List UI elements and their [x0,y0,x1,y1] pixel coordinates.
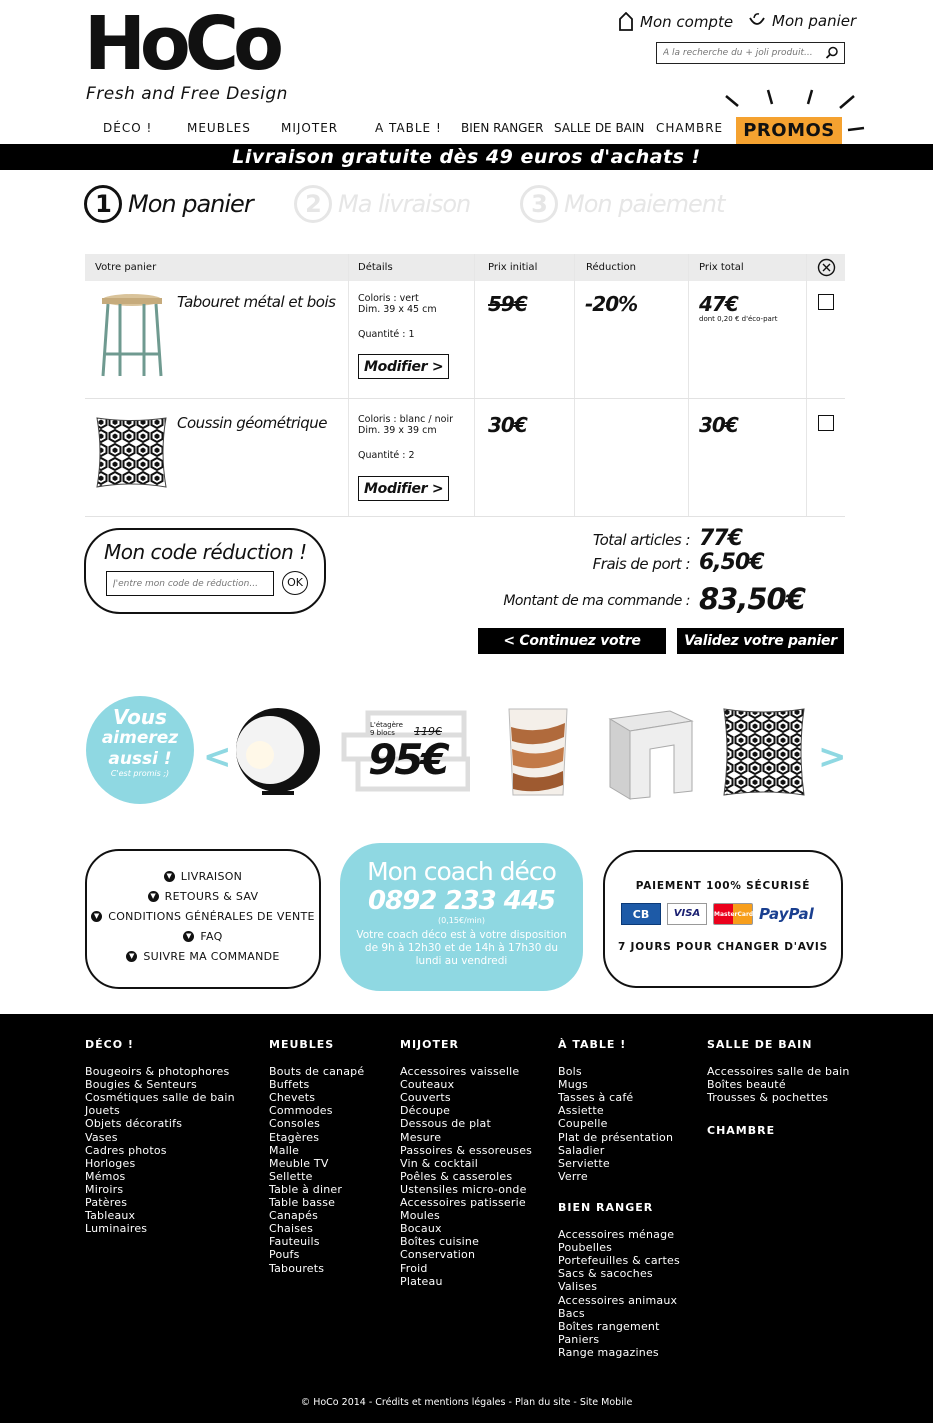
paypal-icon: PayPal [759,905,814,923]
articles-total-label: Total articles : [592,531,690,549]
promo-ok-button[interactable]: OK [282,571,308,595]
free-shipping-banner: Livraison gratuite dès 49 euros d'achats ! [0,144,933,170]
stool-image[interactable] [98,292,166,380]
footer-link[interactable]: Bougies & Senteurs [85,1078,197,1092]
col-reduction: Réduction [586,262,636,273]
modify-button[interactable]: Modifier > [358,354,449,379]
footer-col-deco [85,1038,235,1235]
step-cart [84,185,253,223]
footer-link[interactable]: Cadres photos [85,1143,167,1157]
cushion-reco-image[interactable] [720,705,808,800]
coach-phone[interactable]: 0892 233 445 [367,886,555,916]
footer-link[interactable]: Bols [558,1065,582,1079]
product-quantity: Quantité : 2 [358,450,415,461]
footer-link[interactable]: Sellette [269,1169,313,1183]
promo-code-title: Mon code réduction ! [104,540,307,564]
footer-heading[interactable]: SALLE DE BAIN [707,1038,813,1051]
footer-link[interactable]: Canapés [269,1209,319,1223]
footer-link[interactable]: Ustensiles micro-onde [400,1182,527,1196]
footer-link[interactable]: Mugs [558,1078,588,1092]
footer-link[interactable]: Mesure [400,1130,442,1144]
footer-link[interactable]: Froid [400,1261,428,1275]
payment-cards [621,902,827,926]
product-name[interactable]: Coussin géométrique [177,414,327,432]
footer [0,1014,933,1423]
shelf-label-2: 9 blocs [370,729,395,737]
footer-link[interactable]: Boîtes rangement [558,1319,660,1333]
nav-mijoter[interactable]: MIJOTER [281,121,339,135]
footer-link[interactable]: Tasses à café [558,1091,634,1105]
footer-link[interactable]: Valises [558,1280,598,1294]
returns-policy: 7 JOURS POUR CHANGER D'AVIS [618,941,828,953]
footer-link[interactable]: Luminaires [85,1222,148,1236]
carousel-next-icon[interactable]: > [818,737,847,777]
item-checkbox[interactable] [818,415,834,431]
link-label: RETOURS & SAV [164,890,259,903]
link-faq[interactable] [183,930,222,943]
initial-price: 30€ [488,413,527,437]
product-color: Coloris : vert [358,293,419,304]
footer-link[interactable]: Couverts [400,1091,451,1105]
lamp-image[interactable] [232,705,324,800]
step-delivery [294,185,470,223]
footer-col-mijoter [400,1038,532,1288]
footer-col-chambre [707,1124,775,1151]
account-label: Mon compte [640,12,734,31]
order-total-value: 83,50€ [699,582,805,616]
footer-link[interactable]: Cosmétiques salle de bain [85,1091,235,1105]
footer-link[interactable]: Range magazines [558,1345,659,1359]
footer-link[interactable]: Fauteuils [269,1235,320,1249]
nav-chambre[interactable]: CHAMBRE [656,121,724,135]
footer-link[interactable]: Couteaux [400,1078,455,1092]
close-icon[interactable] [817,258,836,277]
product-dimensions: Dim. 39 x 39 cm [358,425,437,436]
footer-heading[interactable]: BIEN RANGER [558,1201,654,1214]
link-label: CONDITIONS GÉNÉRALES DE VENTE [108,910,315,923]
nav-promos[interactable]: PROMOS [736,117,842,144]
chevron-down-icon: ▼ [164,871,175,882]
modify-button[interactable]: Modifier > [358,476,449,501]
recommend-title-4: C'est promis ;) [110,769,170,778]
footer-link[interactable]: Assiette [558,1104,604,1118]
footer-link[interactable]: Verre [558,1169,588,1183]
chevron-down-icon: ▼ [91,911,102,922]
search-input[interactable] [657,48,817,58]
footer-col-bain [707,1038,850,1104]
link-retours[interactable] [148,890,259,903]
footer-link[interactable]: Paniers [558,1332,600,1346]
footer-link[interactable]: Accessoires salle de bain [707,1065,850,1079]
link-suivi[interactable] [126,950,279,963]
shelf-label-1: L'étagère [370,721,403,729]
visa-card-icon: VISA [667,903,707,925]
footer-link[interactable]: Vin & cocktail [400,1156,479,1170]
shelf-price: 95€ [368,735,447,784]
footer-link[interactable]: Mémos [85,1169,126,1183]
initial-price: 59€ [488,292,527,316]
footer-link[interactable]: Dessous de plat [400,1117,491,1131]
footer-link[interactable]: Saladier [558,1143,605,1157]
footer-heading[interactable]: CHAMBRE [707,1124,776,1137]
footer-link[interactable]: Poêles & casseroles [400,1169,513,1183]
mastercard-icon: MasterCard [713,903,753,925]
chevron-down-icon: ▼ [148,891,159,902]
chevron-down-icon: ▼ [126,951,137,962]
product-dimensions: Dim. 39 x 45 cm [358,304,437,315]
validate-cart-button[interactable]: Validez votre panier > [677,628,844,654]
coach-box [340,843,583,991]
step-label: Mon paiement [564,190,725,218]
total-price: 30€ [699,413,738,437]
cart-icon [748,12,766,30]
help-links [85,870,321,963]
footer-link[interactable]: Serviette [558,1156,610,1170]
footer-link[interactable]: Buffets [269,1078,310,1092]
footer-col-table [558,1038,673,1183]
footer-heading[interactable]: MIJOTER [400,1038,459,1051]
footer-link[interactable]: Horloges [85,1156,136,1170]
footer-link[interactable]: Jouets [85,1104,120,1118]
footer-link[interactable]: Malle [269,1143,300,1157]
search-box [656,42,845,64]
coach-rate: (0,15€/min) [438,916,485,925]
copyright: © HoCo 2014 - Crédits et mentions légales - Plan du site - Site Mobile [300,1397,633,1408]
link-label: FAQ [200,930,223,943]
cb-card-icon: CB [621,903,661,925]
footer-link[interactable]: Plateau [400,1274,443,1288]
cart-label: Mon panier [772,12,857,30]
footer-link[interactable]: Conservation [400,1248,476,1262]
footer-col-ranger [558,1201,680,1359]
cushion-image[interactable] [94,415,169,490]
product-name[interactable]: Tabouret métal et bois [177,293,336,311]
footer-link[interactable]: Meuble TV [269,1156,329,1170]
step-number: 2 [294,185,332,223]
nav-a-table[interactable]: A TABLE ! [375,121,442,135]
link-label: LIVRAISON [180,870,243,883]
footer-link[interactable]: Moules [400,1209,440,1223]
footer-link[interactable]: Miroirs [85,1182,124,1196]
footer-link[interactable]: Etagères [269,1130,320,1144]
order-total-label: Montant de ma commande : [503,593,690,609]
link-livraison[interactable] [164,870,242,883]
house-icon [618,12,634,31]
step-label: Mon panier [128,190,253,218]
footer-heading[interactable]: À TABLE ! [558,1038,627,1051]
footer-link[interactable]: Coupelle [558,1117,608,1131]
product-quantity: Quantité : 1 [358,329,415,340]
mirror-table-image[interactable] [600,705,696,800]
col-initial-price: Prix initial [488,262,538,273]
footer-heading[interactable]: MEUBLES [269,1038,335,1051]
link-cgv[interactable] [91,910,315,923]
footer-link[interactable]: Chevets [269,1091,316,1105]
step-label: Ma livraison [338,190,471,218]
footer-link[interactable]: Sacs & sacoches [558,1267,653,1281]
nav-deco[interactable]: DÉCO ! [103,121,153,135]
eco-participation: dont 0,20 € d'éco-part [699,315,778,323]
footer-link[interactable]: Boîtes beauté [707,1078,786,1092]
product-details [358,414,453,461]
footer-link[interactable]: Bacs [558,1306,585,1320]
footer-col-meubles [269,1038,364,1275]
product-details [358,293,437,340]
total-price: 47€ [699,292,738,316]
continue-shopping-button[interactable]: < Continuez votre shopping [478,628,666,654]
footer-link[interactable]: Bouts de canapé [269,1065,365,1079]
footer-link[interactable]: Chaises [269,1222,314,1236]
col-details: Détails [358,262,393,273]
footer-link[interactable]: Bougeoirs & photophores [85,1065,230,1079]
footer-link[interactable]: Vases [85,1130,118,1144]
search-icon[interactable] [825,46,839,60]
account-link[interactable] [618,12,733,31]
shipping-label: Frais de port : [592,555,690,573]
articles-total-value: 77€ [699,526,742,551]
cart-link[interactable] [748,12,856,30]
product-color: Coloris : blanc / noir [358,414,453,425]
footer-link[interactable]: Tabourets [269,1261,325,1275]
footer-link[interactable]: Trousses & pochettes [707,1091,829,1105]
recommend-title-3: aussi ! [108,749,172,769]
cart-table-header [85,254,845,281]
nav-bien-ranger[interactable]: BIEN RANGER [461,121,544,135]
footer-link[interactable]: Objets décoratifs [85,1117,183,1131]
recommend-badge [86,696,194,804]
recommend-title-1: Vous [113,705,167,729]
footer-link[interactable]: Découpe [400,1104,451,1118]
recommend-title-2: aimerez [101,728,179,748]
footer-link[interactable]: Poufs [269,1248,300,1262]
copper-bowl-image[interactable] [505,705,571,800]
link-label: SUIVRE MA COMMANDE [143,950,280,963]
footer-heading[interactable]: DÉCO ! [85,1038,134,1051]
footer-link[interactable]: Patères [85,1196,128,1210]
coach-text: Votre coach déco est à votre disposition de 9h à 12h30 et de 14h à 17h30 du lundi au vendredi [356,929,567,967]
footer-link[interactable]: Tableaux [85,1209,136,1223]
footer-link[interactable]: Accessoires animaux [558,1293,678,1307]
nav-salle-de-bain[interactable]: SALLE DE BAIN [554,121,645,135]
footer-link[interactable]: Passoires & essoreuses [400,1143,533,1157]
footer-link[interactable]: Boîtes cuisine [400,1235,480,1249]
col-basket: Votre panier [95,262,157,273]
tagline: Fresh and Free Design [86,84,288,104]
footer-link[interactable]: Accessoires patisserie [400,1196,526,1210]
shipping-value: 6,50€ [699,550,764,575]
step-number: 1 [84,185,122,223]
step-payment [520,185,724,223]
chevron-down-icon: ▼ [183,931,194,942]
carousel-prev-icon[interactable]: < [203,737,232,777]
logo[interactable]: HoCo [84,1,278,87]
shelf-old-price: 119€ [414,725,442,738]
footer-link[interactable]: Portefeuilles & cartes [558,1254,680,1268]
footer-link[interactable]: Commodes [269,1104,333,1118]
coach-title: Mon coach déco [367,857,556,886]
promo-code-input[interactable] [106,571,274,596]
footer-link[interactable]: Table basse [269,1196,336,1210]
footer-link[interactable]: Accessoires vaisselle [400,1065,520,1079]
footer-link[interactable]: Plat de présentation [558,1130,674,1144]
footer-link[interactable]: Table à diner [269,1182,343,1196]
step-number: 3 [520,185,558,223]
payment-title: PAIEMENT 100% SÉCURISÉ [635,880,811,892]
item-checkbox[interactable] [818,294,834,310]
reduction: -20% [585,292,638,316]
footer-link[interactable]: Poubelles [558,1241,613,1255]
footer-link[interactable]: Bocaux [400,1222,442,1236]
col-total-price: Prix total [699,262,744,273]
nav-meubles[interactable]: MEUBLES [187,121,251,135]
footer-link[interactable]: Accessoires ménage [558,1228,675,1242]
footer-link[interactable]: Consoles [269,1117,320,1131]
shelf-promo[interactable] [338,705,470,800]
